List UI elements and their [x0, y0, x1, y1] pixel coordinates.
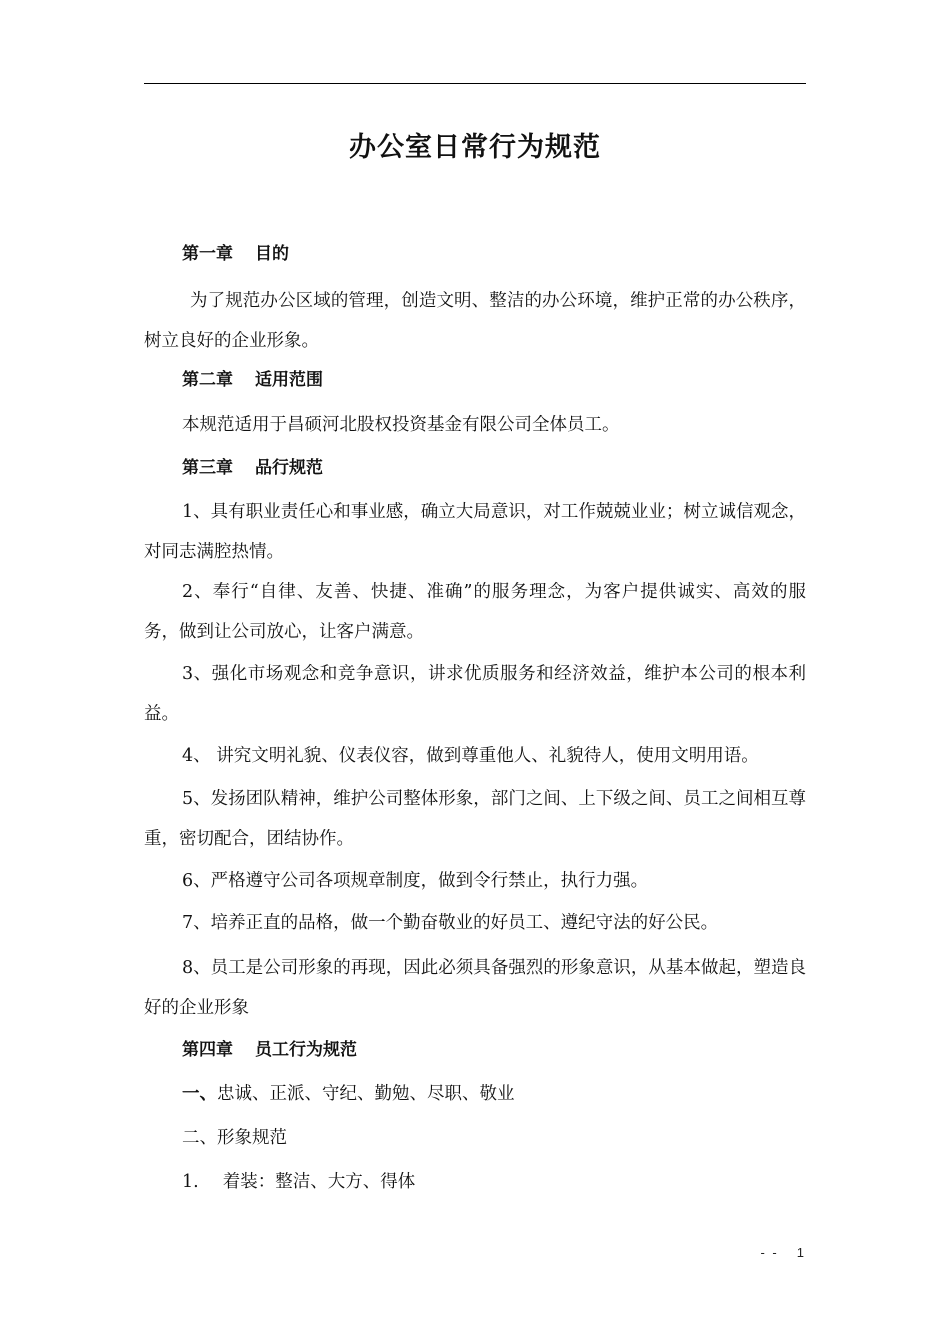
page-footer — [760, 1245, 806, 1260]
item-one-lead: 一、 — [182, 1084, 217, 1104]
chapter-1-heading — [144, 234, 806, 274]
chapter-3-item-7: 7、培养正直的品格，做一个勤奋敬业的好员工、遵纪守法的好公民。 — [182, 913, 719, 933]
chapter-3-item-5: 5、发扬团队精神，维护公司整体形象，部门之间、上下级之间、员工之间相互尊重，密切配合，团结协作。 — [144, 789, 806, 849]
item-two-one-number: 1. — [182, 1172, 199, 1192]
item-two-one-text: 着装：整洁、大方、得体 — [222, 1172, 416, 1192]
chapter-3-item-2: 2、奉行“自律、友善、快捷、准确”的服务理念，为客户提供诚实、高效的服务，做到让公司放心，让客户满意。 — [144, 582, 806, 642]
chapter-3-label: 第三章 — [182, 458, 233, 478]
chapter-1-name: 目的 — [255, 244, 289, 264]
chapter-2-label: 第二章 — [182, 370, 233, 390]
chapter-2-name: 适用范围 — [255, 370, 323, 390]
chapter-3-item-6: 6、严格遵守公司各项规章制度，做到令行禁止，执行力强。 — [182, 871, 649, 891]
chapter-1-label: 第一章 — [182, 244, 233, 264]
page-number: 1 — [796, 1245, 806, 1260]
chapter-4-label: 第四章 — [182, 1040, 233, 1060]
chapter-3-heading — [144, 448, 806, 488]
chapter-4-item-one — [144, 1074, 806, 1114]
chapter-2-paragraph: 本规范适用于昌硕河北股权投资基金有限公司全体员工。 — [182, 415, 620, 435]
chapter-2-heading — [144, 360, 806, 400]
item-one-text: 忠诚、正派、守纪、勤勉、尽职、敬业 — [217, 1084, 515, 1104]
chapter-4-item-two-one — [144, 1162, 806, 1202]
chapter-3-item-3: 3、强化市场观念和竞争意识，讲求优质服务和经济效益，维护本公司的根本利益。 — [144, 664, 806, 724]
chapter-4-name: 员工行为规范 — [255, 1040, 357, 1060]
chapter-3-name: 品行规范 — [255, 458, 323, 478]
chapter-4-item-two: 二、形象规范 — [182, 1128, 287, 1148]
document-title: 办公室日常行为规范 — [349, 132, 601, 163]
chapter-3-item-4: 4、 讲究文明礼貌、仪表仪容，做到尊重他人、礼貌待人，使用文明用语。 — [182, 746, 759, 766]
chapter-1-paragraph: 为了规范办公区域的管理，创造文明、整洁的办公环境，维护正常的办公秩序，树立良好的企业形象。 — [144, 291, 806, 351]
footer-marks: - - — [760, 1245, 779, 1260]
chapter-4-heading — [144, 1030, 806, 1070]
chapter-3-item-1: 1、具有职业责任心和事业感，确立大局意识，对工作兢兢业业；树立诚信观念，对同志满腔热情。 — [144, 502, 806, 562]
chapter-3-item-8: 8、员工是公司形象的再现，因此必须具备强烈的形象意识，从基本做起，塑造良好的企业形象 — [144, 958, 806, 1018]
header-rule — [144, 83, 806, 84]
